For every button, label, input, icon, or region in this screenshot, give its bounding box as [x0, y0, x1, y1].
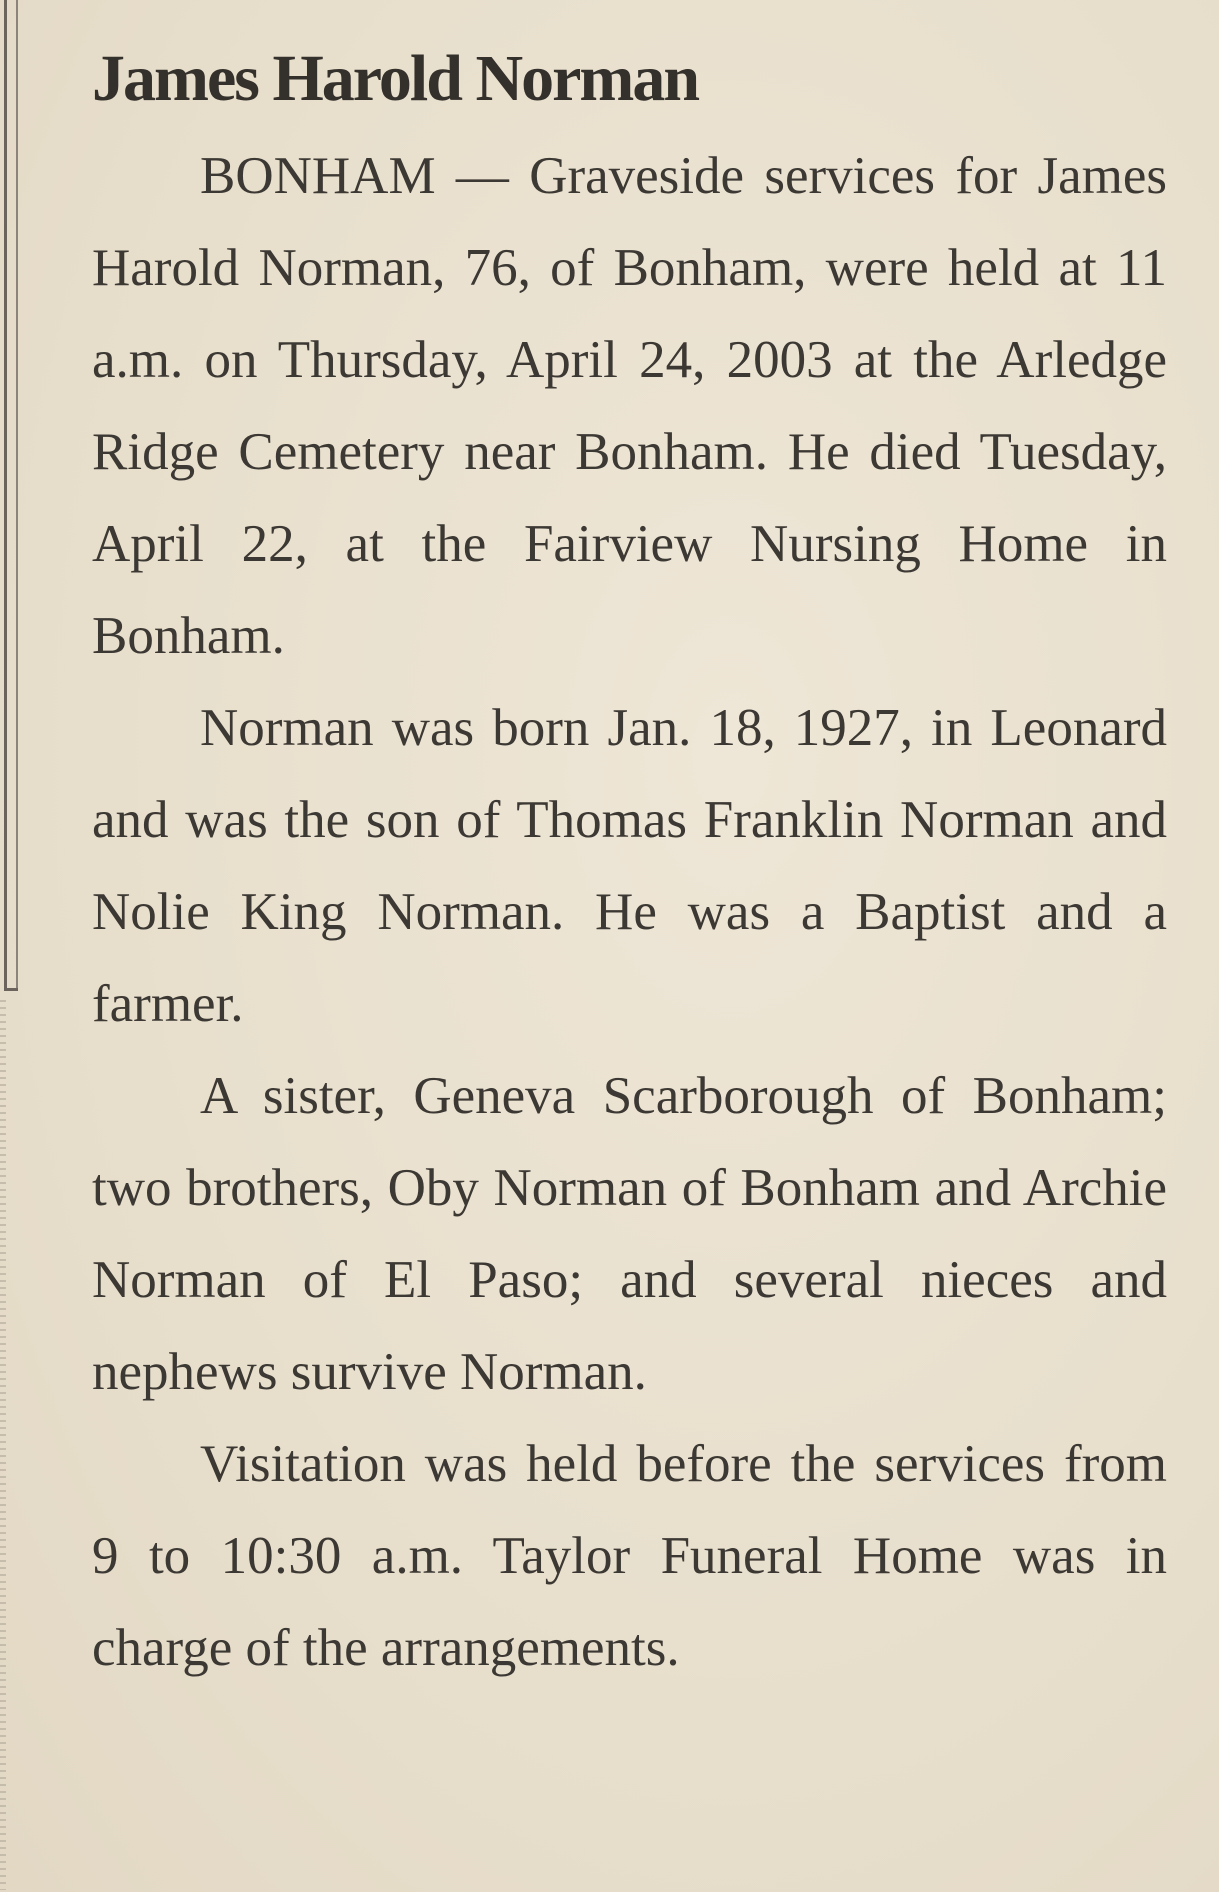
- column-rule-inner: [16, 0, 18, 990]
- column-rule-foot: [4, 988, 18, 991]
- obituary-article: [92, 28, 1167, 1694]
- column-edge-dots: [0, 1000, 6, 1890]
- obituary-headline: James Harold Norman: [92, 42, 699, 115]
- obituary-paragraph-birth: Norman was born Jan. 18, 1927, in Leonard and was the son of Thomas Franklin Norman and Nolie King Norman. He was a Baptist and a farmer.: [92, 699, 1167, 1033]
- obituary-paragraph-visitation: Visitation was held before the services from 9 to 10:30 a.m. Taylor Funeral Home was in charge of the arrangements.: [92, 1435, 1167, 1677]
- obituary-paragraph-services: BONHAM — Graveside services for James Harold Norman, 76, of Bonham, were held at 11 a.m. on Thursday, April 24, 2003 at the Arledge Ridge Cemetery near Bonham. He died Tuesday, April 22, at the Fairview Nursing Home in Bonham.: [92, 147, 1167, 665]
- column-rule-outer: [4, 0, 7, 990]
- obituary-paragraph-survivors: A sister, Geneva Scarborough of Bonham; two brothers, Oby Norman of Bonham and Archie Norman of El Paso; and several nieces and nephews survive Norman.: [92, 1067, 1167, 1401]
